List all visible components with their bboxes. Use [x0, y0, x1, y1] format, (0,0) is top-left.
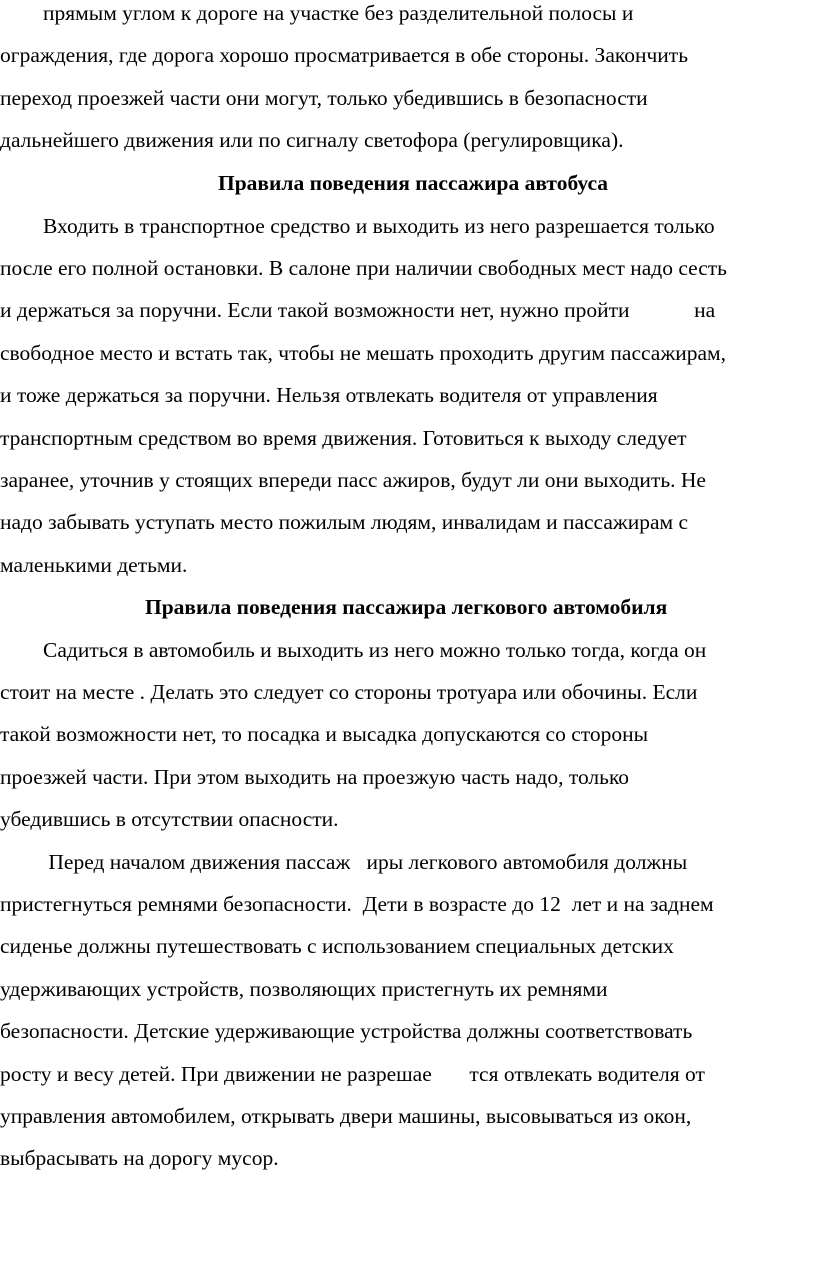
text-line: убедившись в отсутствии опасности. — [0, 807, 339, 831]
text-line: дальнейшего движения или по сигналу светофора (регулировщика). — [0, 128, 624, 152]
text-line: и тоже держаться за поручни. Нельзя отвлекать водителя от управления — [0, 383, 658, 407]
text-line: и держаться за поручни. Если такой возможности нет, нужно пройти на — [0, 298, 716, 322]
section-heading-car: Правила поведения пассажира легкового автомобиля — [145, 595, 668, 619]
text-line: удерживающих устройств, позволяющих пристегнуть их ремнями — [0, 977, 608, 1001]
text-line: свободное место и встать так, чтобы не мешать проходить другим пассажирам, — [0, 341, 726, 365]
text-line: стоит на месте . Делать это следует со стороны тротуара или обочины. Если — [0, 680, 698, 704]
text-line: управления автомобилем, открывать двери машины, высовываться из окон, — [0, 1104, 692, 1128]
text-line: проезжей части. При этом выходить на проезжую часть надо, только — [0, 765, 630, 789]
text-line: Перед началом движения пассаж иры легкового автомобиля должны — [0, 850, 688, 874]
text-line: прямым углом к дороге на участке без разделительной полосы и — [0, 1, 634, 25]
text-line: пристегнуться ремнями безопасности. Дети в возрасте до 12 лет и на заднем — [0, 892, 714, 916]
text-line: безопасности. Детские удерживающие устройства должны соответствовать — [0, 1019, 693, 1043]
text-line: сиденье должны путешествовать с использованием специальных детских — [0, 934, 674, 958]
text-line: маленькими детьми. — [0, 553, 188, 577]
text-line: надо забывать уступать место пожилым людям, инвалидам и пассажирам с — [0, 510, 689, 534]
text-line: после его полной остановки. В салоне при наличии свободных мест надо сесть — [0, 256, 727, 280]
text-line: Садиться в автомобиль и выходить из него можно только тогда, когда он — [0, 638, 707, 662]
text-line: переход проезжей части они могут, только убедившись в безопасности — [0, 86, 648, 110]
text-line: ограждения, где дорога хорошо просматривается в обе стороны. Закончить — [0, 43, 688, 67]
section-heading-bus: Правила поведения пассажира автобуса — [218, 171, 609, 195]
text-line: заранее, уточнив у стоящих впереди пасс ажиров, будут ли они выходить. Не — [0, 468, 706, 492]
text-line: такой возможности нет, то посадка и высадка допускаются со стороны — [0, 722, 649, 746]
text-line: Входить в транспортное средство и выходить из него разрешается только — [0, 214, 715, 238]
text-line: росту и весу детей. При движении не разрешае тся отвлекать водителя от — [0, 1062, 705, 1086]
text-line: выбрасывать на дорогу мусор. — [0, 1146, 279, 1170]
text-line: транспортным средством во время движения. Готовиться к выходу следует — [0, 426, 687, 450]
